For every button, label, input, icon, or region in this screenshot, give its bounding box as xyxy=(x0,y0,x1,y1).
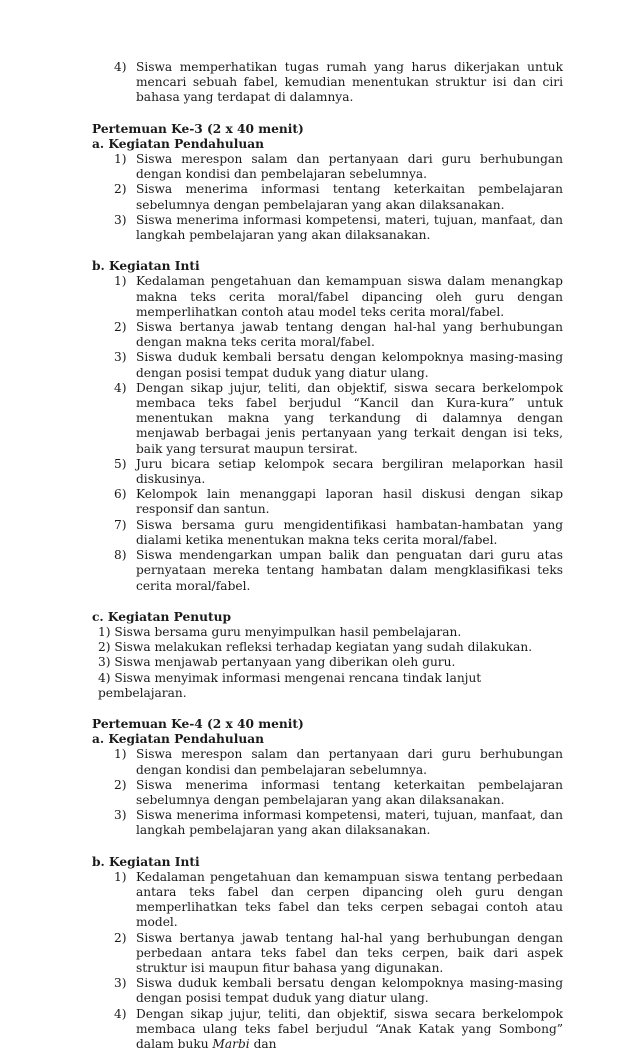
item-text-end: dan xyxy=(249,1036,277,1051)
meeting4-opening-heading: a. Kegiatan Pendahuluan xyxy=(92,732,264,747)
item-number: 3) xyxy=(114,976,127,991)
list-item xyxy=(114,152,563,182)
list-item xyxy=(114,213,563,243)
item-number: 7) xyxy=(114,517,127,532)
list-item xyxy=(114,381,563,457)
meeting4-opening-list xyxy=(92,747,563,838)
item-number: 3) xyxy=(114,350,127,365)
list-item xyxy=(114,518,563,548)
meeting4-title: Pertemuan Ke-4 (2 x 40 menit) xyxy=(92,716,304,731)
item-text: Dengan sikap jujur, teliti, dan objektif, siswa secara berkelompok membaca ulang teks fabel berjudul “Anak Katak yang Sombong” dalam buku xyxy=(136,1006,563,1051)
list-item xyxy=(114,274,563,320)
item-number: 2) xyxy=(114,320,127,335)
list-item xyxy=(114,457,563,487)
item-number: 1) xyxy=(114,152,127,167)
meeting3-closing-list xyxy=(92,625,563,701)
item-text: Siswa merespon salam dan pertanyaan dari guru berhubungan dengan kondisi dan pembelajaran sebelumnya. xyxy=(136,747,563,777)
list-item xyxy=(114,976,563,1006)
item-number: 1) xyxy=(114,747,127,762)
item-text: Siswa menerima informasi tentang keterkaitan pembelajaran sebelumnya dengan pembelajaran yang akan dilaksanakan. xyxy=(136,182,563,212)
item-text: Siswa merespon salam dan pertanyaan dari guru berhubungan dengan kondisi dan pembelajaran sebelumnya. xyxy=(136,152,563,182)
list-item xyxy=(114,931,563,977)
meeting4-core-heading: b. Kegiatan Inti xyxy=(92,854,200,869)
item-text: Siswa bersama guru mengidentifikasi hambatan-hambatan yang dialami ketika menentukan makna teks cerita moral/fabel. xyxy=(136,517,563,547)
item-number: 2) xyxy=(114,930,127,945)
top-list xyxy=(92,60,563,106)
item-text: Siswa menerima informasi tentang keterkaitan pembelajaran sebelumnya dengan pembelajaran yang akan dilaksanakan. xyxy=(136,777,563,807)
item-text: Siswa duduk kembali bersatu dengan kelompoknya masing-masing dengan posisi tempat duduk yang diatur ulang. xyxy=(136,350,563,380)
item-text: Kedalaman pengetahuan dan kemampuan siswa dalam menangkap makna teks cerita moral/fabel dipancing oleh guru dengan memperlihatkan contoh atau model teks cerita moral/fabel. xyxy=(136,274,563,319)
item-number: 3) xyxy=(114,808,127,823)
item-text: Juru bicara setiap kelompok secara bergiliran melaporkan hasil diskusinya. xyxy=(136,456,563,487)
item-text: Kelompok lain menanggapi laporan hasil diskusi dengan sikap responsif dan santun. xyxy=(136,487,563,517)
meeting3-opening-list xyxy=(92,152,563,243)
meeting3-core-heading: b. Kegiatan Inti xyxy=(92,259,200,274)
list-item xyxy=(114,1007,563,1052)
item-number: 3) xyxy=(114,212,127,227)
meeting3-title: Pertemuan Ke-3 (2 x 40 menit) xyxy=(92,121,304,136)
list-item xyxy=(114,548,563,594)
meeting3-opening-heading: a. Kegiatan Pendahuluan xyxy=(92,136,264,151)
item-text: Dengan sikap jujur, teliti, dan objektif, siswa secara berkelompok membaca teks fabel berjudul “Kancil dan Kura-kura” untuk menentukan makna yang terkandung di dalamnya dengan menjawab berbagai jenis pertanyaan yang terkait dengan isi teks, baik yang tersurat maupun tersirat. xyxy=(136,380,563,456)
list-item: 4) Siswa menyimak informasi mengenai rencana tindak lanjut pembelajaran. xyxy=(98,670,482,700)
meeting3-closing-heading: c. Kegiatan Penutup xyxy=(92,609,231,624)
item-number: 2) xyxy=(114,777,127,792)
list-item xyxy=(114,870,563,931)
list-item xyxy=(114,487,563,517)
item-text: Siswa bertanya jawab tentang dengan hal-hal yang berhubungan dengan makna teks cerita moral/fabel. xyxy=(136,320,563,350)
item-number: 2) xyxy=(114,182,127,197)
item-number: 8) xyxy=(114,548,127,563)
list-item xyxy=(114,778,563,808)
meeting3-core-list xyxy=(92,274,563,593)
item-text: Siswa memperhatikan tugas rumah yang harus dikerjakan untuk mencari sebuah fabel, kemudian menentukan struktur isi dan ciri bahasa yang terdapat di dalamnya. xyxy=(136,60,563,105)
item-text: Siswa menerima informasi kompetensi, materi, tujuan, manfaat, dan langkah pembelajaran yang akan dilaksanakan. xyxy=(136,212,563,243)
item-number: 5) xyxy=(114,456,127,471)
item-number: 4) xyxy=(114,380,127,395)
list-item: 1) Siswa bersama guru menyimpulkan hasil pembelajaran. xyxy=(98,624,462,639)
list-item xyxy=(114,808,563,838)
item-text: Siswa duduk kembali bersatu dengan kelompoknya masing-masing dengan posisi tempat duduk yang diatur ulang. xyxy=(136,976,563,1006)
item-text: Siswa mendengarkan umpan balik dan penguatan dari guru atas pernyataan mereka tentang hambatan dalam mengklasifikasi teks cerita moral/fabel. xyxy=(136,548,563,593)
list-item: 2) Siswa melakukan refleksi terhadap kegiatan yang sudah dilakukan. xyxy=(98,640,533,655)
list-item xyxy=(114,182,563,212)
list-item: 3) Siswa menjawab pertanyaan yang diberikan oleh guru. xyxy=(98,655,456,670)
item-text: Siswa bertanya jawab tentang hal-hal yang berhubungan dengan perbedaan antara teks fabel dan teks cerpen, baik dari aspek struktur isi maupun fitur bahasa yang digunakan. xyxy=(136,930,563,975)
item-number: 6) xyxy=(114,487,127,502)
list-item xyxy=(114,350,563,380)
item-number: 4) xyxy=(114,1006,127,1021)
list-item xyxy=(114,320,563,350)
item-number: 1) xyxy=(114,869,127,884)
book-title: Marbi xyxy=(212,1036,250,1051)
meeting4-core-list xyxy=(92,870,563,1052)
list-item xyxy=(114,747,563,777)
item-number: 1) xyxy=(114,274,127,289)
item-text: Kedalaman pengetahuan dan kemampuan siswa tentang perbedaan antara teks fabel dan cerpen dipancing oleh guru dengan memperlihatkan teks fabel dan teks cerpen sebagai contoh atau model. xyxy=(136,869,563,930)
item-number: 4) xyxy=(114,60,127,74)
item-text: Siswa menerima informasi kompetensi, materi, tujuan, manfaat, dan langkah pembelajaran yang akan dilaksanakan. xyxy=(136,808,563,838)
list-item xyxy=(114,60,563,106)
